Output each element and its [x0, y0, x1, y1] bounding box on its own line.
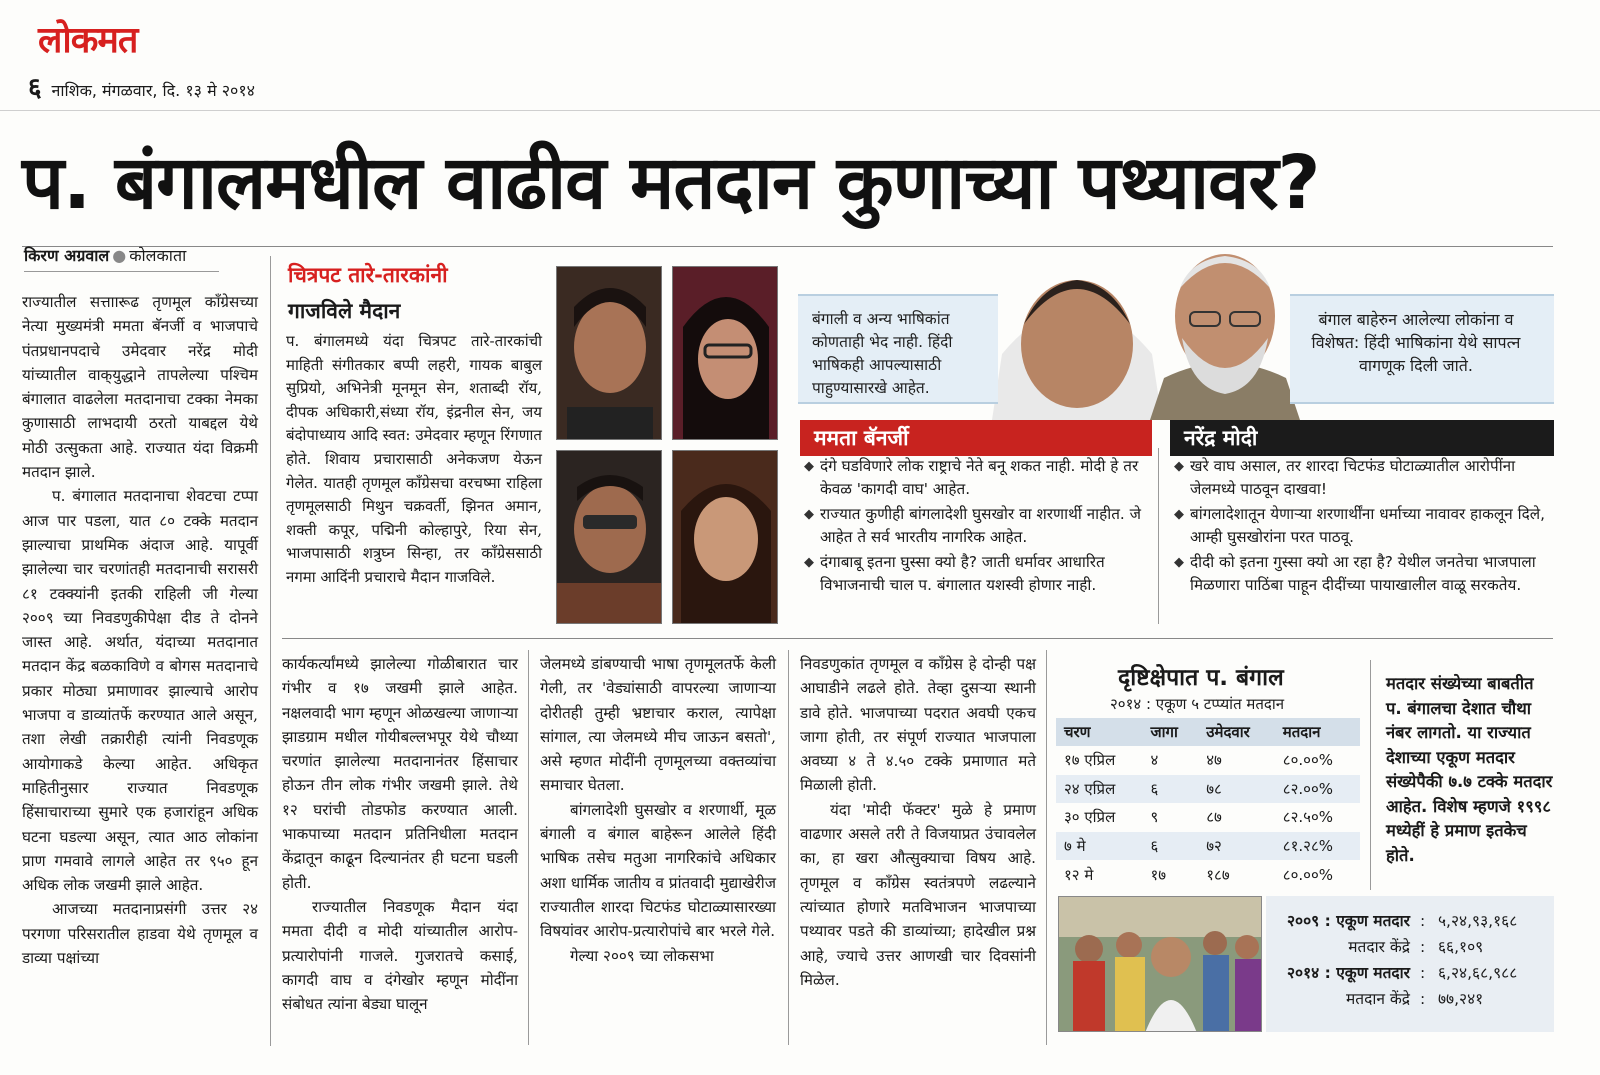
- mamata-points: [804, 455, 1144, 599]
- article-column-3: [540, 652, 776, 968]
- paragraph: जेलमध्ये डांबण्याची भाषा तृणमूलतर्फे केली गेली, तर 'वेड्यांसाठी वापरल्या जाणाऱ्या दोरीतही तुम्ही भ्रष्टाचार कराल, त्यापेक्षा सांगाल, त्या जेलमध्ये मीच जाऊन बसतो', असे म्हणत मोदींनी तृणमूलच्या वक्तव्यांचा समाचार घेतला.: [540, 655, 776, 795]
- paragraph: यंदा 'मोदी फॅक्टर' मुळे हे प्रमाण वाढणार असले तरी ते विजयाप्रत उंचावलेल का, हा खरा औत्सुक्याचा विषय आहे. तृणमूल व कॉंग्रेस स्वतंत्रपणे लढल्याने त्यांच्यात होणारे मतविभाजन भाजपाच्या पथ्यावर पडते की डाव्यांच्या; हादेखील प्रश्न आहे, ज्याचे उत्तर आणखी चार दिवसांनी मिळेल.: [800, 800, 1036, 989]
- table-cell: ८२.५०%: [1282, 808, 1334, 827]
- stat-label: २०१४ : एकूण मतदार: [1287, 964, 1410, 982]
- table-cell: ८०.००%: [1282, 751, 1334, 770]
- mamata-photo: [992, 244, 1162, 420]
- dateline: नाशिक, मंगळवार, दि. १३ मे २०१४: [51, 81, 256, 100]
- author: किरण अग्रवाल: [24, 246, 110, 265]
- stat-row: [1270, 986, 1546, 1012]
- list-item: ◆ दीदी को इतना गुस्सा क्यो आ रहा है? येथील जनतेचा भाजपाला मिळणारा पाठिंबा पाहून दीदींच्या पायाखालील वाळू सरकतेय.: [1174, 553, 1536, 594]
- stat-label: मतदान केंद्रे: [1345, 990, 1410, 1008]
- actress-photo: [672, 266, 778, 440]
- column-header: मतदान: [1275, 718, 1360, 746]
- stars-kicker: चित्रपट तारे-तारकांनी: [288, 263, 448, 287]
- column-divider: [528, 650, 529, 1045]
- stat-value: ५,२४,९३,१६८: [1438, 912, 1518, 930]
- modi-name-bar: नरेंद्र मोदी: [1170, 420, 1554, 456]
- stat-label: मतदार केंद्रे: [1348, 938, 1410, 956]
- stat-separator: :: [1420, 912, 1426, 930]
- table-cell: १२ मे: [1064, 865, 1094, 884]
- paragraph: प. बंगालात मतदानाचा शेवटचा टप्पा आज पार पडला, यात ८० टक्के मतदान झाल्याचा प्राथमिक अंदाज आहे. यापूर्वी झालेल्या चार चरणांतही मतदानाची सरासरी ८१ टक्क्यांनी इतकी राहिली जी गेल्या २००९ च्या निवडणुकीपेक्षा दीड ते दोनने जास्त आहे. अर्थात, यंदाच्या मतदानात मतदान केंद्र बळकाविणे व बोगस मतदानाचे प्रकार मोठ्या प्रमाणावर झाल्याचे आरोप भाजपा व डाव्यांतर्फे करण्यात आले असून, तशा लेखी तक्रारीही त्यांनी निवडणूक आयोगाकडे केल्या आहेत. अधिकृत माहितीनुसार राज्यात निवडणूक हिंसाचाराच्या सुमारे एक हजारांहून अधिक घटना घडल्या असून, त्यात आठ लोकांना प्राण गमवावे लागले आहेत तर ९५० हून अधिक लोक जखमी झाले आहेत.: [22, 487, 258, 895]
- article-column-1: [22, 290, 258, 970]
- page-number: ६: [28, 73, 42, 103]
- paragraph: निवडणुकांत तृणमूल व कॉंग्रेस हे दोन्ही पक्ष आघाडीने लढले होते. तेव्हा दुसऱ्या स्थानी डावे होते. भाजपाच्या पदरात अवघी एकच जागा होती, तर संपूर्ण राज्यात भाजपाला अवघ्या ४ ते ४.५० टक्के प्रमाणात मते मिळाली होती.: [800, 655, 1036, 795]
- modi-photo: [1150, 238, 1300, 420]
- paragraph: राज्यातील सत्ताारूढ तृणमूल कॉंग्रेसच्या नेत्या मुख्यमंत्री ममता बॅनर्जी व भाजपाचे पंतप्रधानपदाचे उमेदवार नरेंद्र मोदी यांच्यातील वाक्‌युद्धाने तापलेल्या पश्चिम बंगालात वाढलेला मतदानाचा टक्का नेमका कुणासाठी लाभदायी ठरतो याबद्दल येथे मोठी उत्सुकता आहे. राज्यात यंदा विक्रमी मतदान झाले.: [22, 293, 258, 482]
- list-item: ◆ दंगाबाबू इतना घुस्सा क्यो है? जाती धर्मावर आधारित विभाजनाची चाल प. बंगालात यशस्वी होणार नाही.: [804, 553, 1105, 594]
- table-row: [1056, 803, 1360, 832]
- stat-row: [1270, 960, 1546, 986]
- section-divider: [282, 638, 1553, 639]
- stat-separator: :: [1420, 990, 1426, 1008]
- stat-label: २००९ : एकूण मतदार: [1287, 912, 1410, 930]
- article-column-2: [282, 652, 518, 1016]
- table-row: [1056, 860, 1360, 889]
- stat-separator: :: [1420, 938, 1426, 956]
- actor-photo: [556, 450, 662, 624]
- mamata-quote: बंगाली व अन्य भाषिकांत कोणताही भेद नाही. हिंदी भाषिकही आपल्यासाठी पाहुण्यासारखे आहेत.: [812, 310, 953, 397]
- table-title: दृष्टिक्षेपात प. बंगाल: [1118, 665, 1284, 691]
- column-header: चरण: [1056, 718, 1143, 746]
- paragraph: राज्यातील निवडणूक मैदान यंदा ममता दीदी व मोदी यांच्यातील आरोप-प्रत्यारोपांनी गाजले. गुजरातचे कसाई, कागदी वाघ व दंगेखोर म्हणून मोदींना संबोधत त्यांना बेड्या घालून: [282, 897, 518, 1014]
- voters-photo: [1058, 896, 1262, 1032]
- paragraph: आजच्या मतदानाप्रसंगी उत्तर २४ परगणा परिसरातील हाडवा येथे तृणमूल व डाव्या पक्षांच्या: [22, 900, 258, 968]
- table-cell: ९: [1150, 808, 1159, 827]
- table-header-row: [1056, 718, 1360, 746]
- table-subtitle: २०१४ : एकूण ५ टप्प्यांत मतदान: [1110, 695, 1285, 713]
- stat-separator: :: [1420, 964, 1426, 982]
- paragraph: प. बंगालमध्ये यंदा चित्रपट तारे-तारकांची माहिती संगीतकार बप्पी लहरी, गायक बाबुल सुप्रियो, अभिनेत्री मूनमून सेन, शताब्दी रॉय, दीपक अधिकारी,संध्या रॉय, इंद्रनील सेन, जय बंदोपाध्याय आदि स्वत: उमेदवार म्हणून रिंगणात होते. शिवाय प्रचारासाठी अनेकजण येऊन गेलेत. यातही तृणमूल कॉंग्रेसचा वरचष्मा राहिला तृणमूलसाठी मिथुन चक्रवर्ती, झिनत अमान, शक्ती कपूर, पद्मिनी कोल्हापुरे, रिया सेन, भाजपासाठी शत्रुघ्न सिन्हा, तर कॉंग्रेससाठी नगमा आदिंनी प्रचाराचे मैदान गाजविले.: [286, 332, 542, 586]
- top-divider: [0, 110, 1600, 111]
- table-cell: ८७: [1206, 808, 1222, 827]
- list-item: ◆ खरे वाघ असाल, तर शारदा चिटफंड घोटाळ्यातील आरोपींना जेलमध्ये पाठवून दाखवा!: [1174, 457, 1516, 498]
- mamata-quote-band: [798, 294, 998, 404]
- table-cell: ७ मे: [1056, 832, 1143, 861]
- column-divider: [1370, 660, 1371, 890]
- column-header: उमेदवार: [1198, 718, 1275, 746]
- voter-fact-box: मतदार संख्येच्या बाबतीत प. बंगालचा देशात चौथा नंबर लागतो. या राज्यात देशाच्या एकूण मतदार संख्येपैकी ७.७ टक्के मतदार आहेत. विशेष म्हणजे १९९८ मध्येहीं हे प्रमाण इतकेच होते.: [1386, 674, 1553, 865]
- table-cell: ७२: [1198, 832, 1275, 861]
- modi-quote-band: [1290, 294, 1554, 404]
- table-cell: ८२.००%: [1275, 775, 1360, 804]
- modi-points: [1174, 455, 1546, 599]
- table-cell: ७८: [1198, 775, 1275, 804]
- table-cell: ४: [1150, 751, 1159, 770]
- table-row: [1056, 775, 1360, 804]
- table-cell: २४ एप्रिल: [1056, 775, 1143, 804]
- list-item: ◆ बांगलादेशातून येणाऱ्या शरणार्थींना धर्माच्या नावावर हाकलून दिले, आम्ही घुसखोरांना परत पाठवू.: [1174, 505, 1545, 546]
- list-item: ◆ दंगे घडविणारे लोक राष्ट्राचे नेते बनू शकत नाही. मोदी हे तर केवळ 'कागदी वाघ' आहेत.: [804, 457, 1139, 498]
- stars-heading: गाजविले मैदान: [288, 299, 401, 323]
- actor-photo: [556, 266, 662, 440]
- table-cell: ४७: [1206, 751, 1222, 770]
- table-cell: ३० एप्रिल: [1064, 808, 1116, 827]
- table-row: [1056, 832, 1360, 861]
- stat-value: ७७,२४१: [1438, 990, 1484, 1008]
- table-cell: ६: [1143, 832, 1199, 861]
- actress-photo: [672, 450, 778, 624]
- dateline-place: कोलकाता: [129, 246, 187, 265]
- mamata-name-bar: ममता बॅनर्जी: [800, 420, 1152, 456]
- paragraph: कार्यकर्त्यांमध्ये झालेल्या गोळीबारात चार गंभीर व १७ जखमी झाले आहेत. नक्षलवादी भाग म्हणून ओळखल्या जाणाऱ्या झाडग्राम मधील गोयीबल्लभपूर येथे चौथ्या चरणांत झालेल्या मतदानानंतर हिंसाचार होऊन तीन लोक गंभीर जखमी झाले. तेथे १२ घरांची तोडफोड करण्यात आली. भाकपाच्या मतदान प्रतिनिधीला मतदान केंद्रातून काढून दिल्यानंतर ही घटना घडली होती.: [282, 655, 518, 892]
- table-cell: १८७: [1206, 865, 1230, 884]
- stat-row: [1270, 908, 1546, 934]
- modi-quote: बंगाल बाहेरुन आलेल्या लोकांना व विशेषत: हिंदी भाषिकांना येथे सापत्न वागणूक दिली जाते.: [1311, 310, 1521, 375]
- table-cell: १७: [1150, 865, 1167, 884]
- voter-stats-box: [1266, 896, 1554, 1032]
- article-column-4: [800, 652, 1036, 992]
- table-cell: ८१.२८%: [1275, 832, 1360, 861]
- column-divider: [1158, 448, 1159, 624]
- column-header: जागा: [1143, 718, 1199, 746]
- table-row: [1056, 746, 1360, 775]
- paragraph: गेल्या २००९ च्या लोकसभा: [570, 946, 714, 965]
- column-divider: [1046, 650, 1047, 1045]
- table-cell: ८०.००%: [1282, 865, 1334, 884]
- page-dateline: [28, 68, 255, 104]
- byline: किरण अग्रवाल ● कोलकाता: [24, 244, 219, 272]
- paragraph: बांगलादेशी घुसखोर व शरणार्थी, मूळ बंगाली व बंगाल बाहेरून आलेले हिंदी भाषिक तसेच मतुआ नागरिकांचे अधिकार अशा धार्मिक जातीय व प्रांतवादी मुद्याखेरीज राज्यातील शारदा चिटफंड घोटाळ्यासारख्या विषयांवर आरोप-प्रत्यारोपांचे बार भरले गेले.: [540, 800, 776, 941]
- stat-value: ६६,१०९: [1438, 938, 1484, 956]
- column-divider: [788, 650, 789, 1045]
- list-item: ◆ राज्यात कुणीही बांगलादेशी घुसखोर वा शरणार्थी नाहीत. जे आहेत ते सर्व भारतीय नागरिक आहेत.: [804, 505, 1142, 546]
- column-divider: [270, 256, 271, 1046]
- stat-row: [1270, 934, 1546, 960]
- headline-rule: [22, 246, 1553, 247]
- stars-body: [286, 330, 542, 590]
- stat-value: ६,२४,६८,९८८: [1438, 964, 1518, 982]
- table-cell: १७ एप्रिल: [1064, 751, 1116, 770]
- poll-table: [1056, 718, 1360, 889]
- headline: प. बंगालमधील वाढीव मतदान कुणाच्या पथ्यावर?: [22, 140, 1320, 226]
- table-cell: ६: [1143, 775, 1199, 804]
- newspaper-logo: लोकमत: [38, 19, 138, 61]
